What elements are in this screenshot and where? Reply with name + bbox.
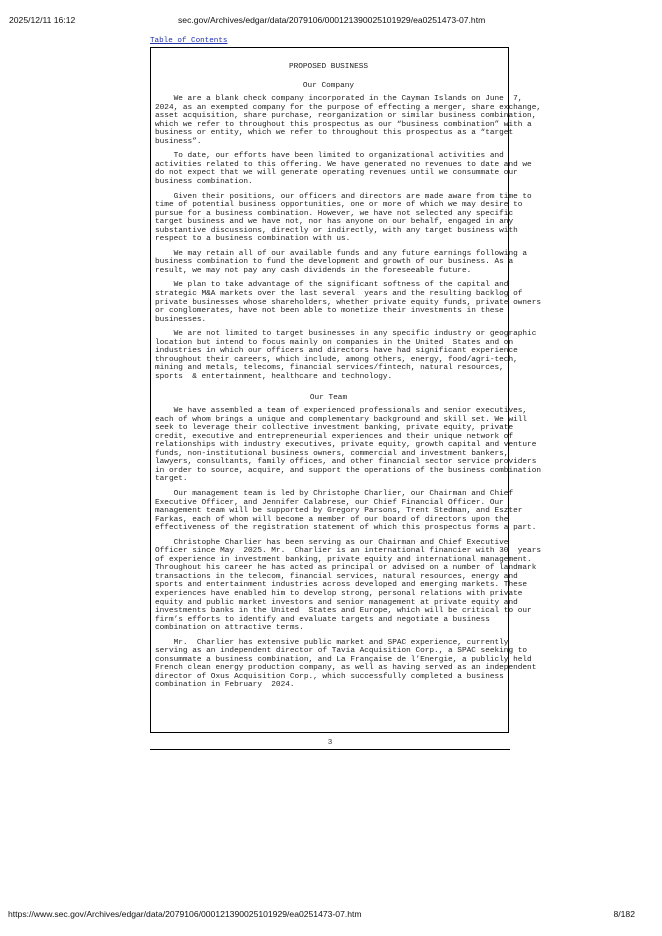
print-header-url: sec.gov/Archives/edgar/data/2079106/000121390025101929/ea0251473-07.htm xyxy=(178,15,486,25)
print-page-count: 8/182 xyxy=(613,909,635,919)
section-heading-our-team: Our Team xyxy=(309,393,348,402)
print-datetime: 2025/12/11 16:12 xyxy=(9,15,76,25)
page-number: 3 xyxy=(327,739,333,747)
paragraph: We may retain all of our available funds and any future earnings following a business combination to fund the development and growth of our business. As a result, we may not pay any cash dividends in the foreseeable future. xyxy=(155,249,528,275)
document-page-box xyxy=(150,47,542,733)
paragraph: Christophe Charlier has been serving as our Chairman and Chief Executive Officer since May 2025. Mr. Charlier is an international financier with 30 years of experience in investment banking, private equity and international management. Throughout his career he has acted as principal or advised on a number of landmark transactions in the telecom, financial services, natural resources, energy and sports and entertainment industries across developed and emerging markets. These experiences have enabled him to develop strong, personal relations with private equity and public market investors and senior management at private equity and investments banks in the United States and Europe, which will be critical to our firm’s efforts to identify and evaluate targets and negotiate a business combination on attractive terms. xyxy=(155,538,542,633)
paragraph: We are a blank check company incorporated in the Cayman Islands on June 7, 2024, as an exempted company for the purpose of effecting a merger, share exchange, asset acquisition, share purchase, reorganization or similar business combination, which we refer to throughout this prospectus as our “business combination” with a business or entity, which we refer to throughout this prospectus as a “target business”. xyxy=(155,95,542,146)
paragraph: To date, our efforts have been limited to organizational activities and activities related to this offering. We have generated no revenues to date and we do not expect that we will generate operating revenues until we consummate our business combination. xyxy=(155,152,532,187)
paragraph: We have assembled a team of experienced professionals and senior executives, each of whom brings a unique and complementary background and skill set. We will seek to leverage their collective investment banking, private equity, private credit, executive and entrepreneurial experiences and their unique network of relationships with industry executives, private equity, growth capital and venture funds, non-institutional business owners, commercial and investment bankers, lawyers, consultants, family offices, and other financial sector service providers in order to source, acquire, and support the operations of the business combination target. xyxy=(155,407,542,484)
paragraph: Our management team is led by Christophe Charlier, our Chairman and Chief Executive Officer, and Jennifer Calabrese, our Chief Financial Officer. Our management team will be supported by Gregory Parsons, Trent Stedman, and Eszter Farkas, each of whom will become a member of our board of directors upon the effectiveness of the registration statement of which this prospectus forms a part. xyxy=(155,489,537,533)
paragraph: We are not limited to target businesses in any specific industry or geographic location but intend to focus mainly on companies in the United States and on industries in which our officers and directors have had significant experience throughout their careers, which include, among others, energy, food/agri-tech, mining and metals, telecoms, financial services/fintech, natural resources, sports & entertainment, healthcare and technology. xyxy=(155,330,537,381)
paragraph: Mr. Charlier has extensive public market and SPAC experience, currently serving as an independent director of Tavia Acquisition Corp., a SPAC seeking to consummate a business combination, and La Française de l’Energie, a publicly held French clean energy production company, as well as having served as an independent director of Oxus Acquisition Corp., which successfully completed a business combination in February 2024. xyxy=(155,638,537,690)
table-of-contents-link[interactable]: Table of Contents xyxy=(150,37,228,45)
paragraph: Given their positions, our officers and directors are made aware from time to time of potential business opportunities, one or more of which we may desire to pursue for a business combination. However, we have not selected any specific target business and we have not, nor has anyone on our behalf, engaged in any substantive discussions, directly or indirectly, with any target business with respect to a business combination with us. xyxy=(155,192,532,244)
paragraph: We plan to take advantage of the significant softness of the capital and strategic M&A markets over the last several years and the resulting backlog of private businesses whose shareholders, whether private equity funds, private owners or conglomerates, have not been able to monetize their investments in these businesses. xyxy=(155,281,542,324)
page-title: PROPOSED BUSINESS xyxy=(288,63,369,71)
section-heading-our-company: Our Company xyxy=(302,81,355,90)
page-divider xyxy=(150,749,510,750)
print-footer-url: https://www.sec.gov/Archives/edgar/data/2079106/000121390025101929/ea0251473-07.htm xyxy=(8,909,362,919)
